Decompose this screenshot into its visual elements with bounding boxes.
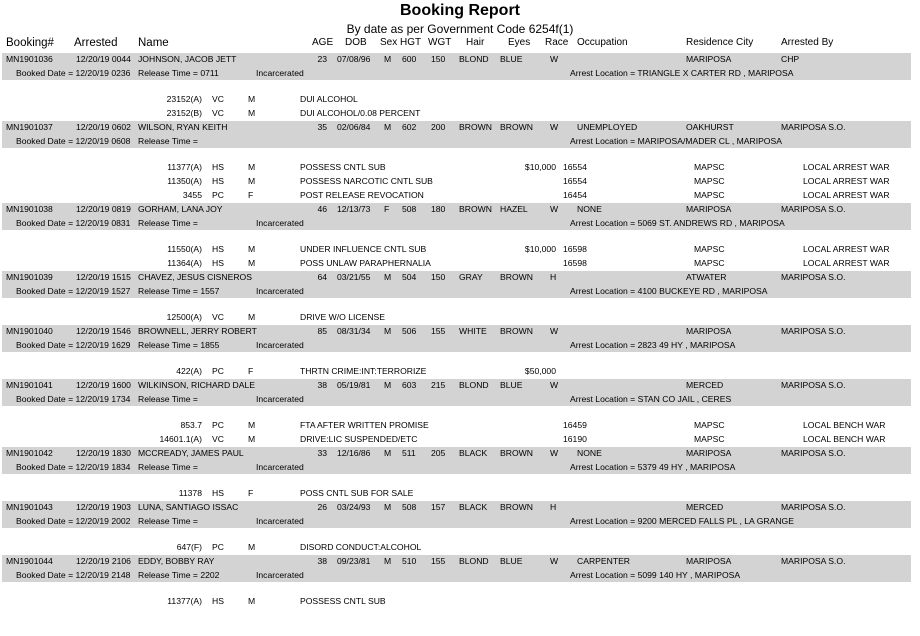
warrant-agency: MAPSC — [694, 190, 725, 200]
record-booking-line — [0, 515, 920, 528]
charge-list — [0, 94, 920, 122]
charge-code: 11350(A) — [167, 176, 202, 186]
release-time: Release Time = — [138, 394, 198, 404]
charge-row — [0, 258, 920, 272]
person-name: CHAVEZ, JESUS CISNEROS — [138, 272, 252, 282]
charge-type: PC — [212, 420, 224, 430]
booked-date: Booked Date = 12/20/19 0608 — [16, 136, 131, 146]
residence-value: MARIPOSA — [686, 556, 732, 566]
charge-description: POSS UNLAW PARAPHERNALIA — [300, 258, 431, 268]
col-name: Name — [138, 37, 169, 49]
eyes-value: BROWN — [500, 326, 533, 336]
charge-level: F — [248, 190, 254, 200]
person-name: WILKINSON, RICHARD DALE — [138, 380, 255, 390]
booking-number: MN1901039 — [6, 272, 53, 282]
race-value: W — [550, 448, 559, 458]
warrant-type: LOCAL BENCH WAR — [803, 420, 886, 430]
age-value: 35 — [317, 122, 327, 132]
charge-description: POST RELEASE REVOCATION — [300, 190, 424, 200]
charge-code: 422(A) — [176, 366, 202, 376]
warrant-agency: MAPSC — [694, 258, 725, 268]
booked-date: Booked Date = 12/20/19 1629 — [16, 340, 131, 350]
charge-type: HS — [212, 488, 224, 498]
residence-value: MERCED — [686, 502, 724, 512]
arrested-by-value: MARIPOSA S.O. — [781, 204, 846, 214]
age-value: 26 — [317, 502, 327, 512]
booked-date: Booked Date = 12/20/19 2148 — [16, 570, 131, 580]
race-value: W — [550, 122, 559, 132]
arrested-by-value: MARIPOSA S.O. — [781, 502, 846, 512]
charge-row — [0, 366, 920, 380]
warrant-agency: MAPSC — [694, 420, 725, 430]
col-arrested-by: Arrested By — [781, 37, 834, 48]
col-eyes: Eyes — [508, 37, 531, 48]
person-name: MCCREADY, JAMES PAUL — [138, 448, 244, 458]
record-main-line — [0, 555, 920, 568]
arrested-by-value: MARIPOSA S.O. — [781, 380, 846, 390]
booked-date: Booked Date = 12/20/19 1834 — [16, 462, 131, 472]
arrested-by-value: MARIPOSA S.O. — [781, 556, 846, 566]
booking-number: MN1901044 — [6, 556, 53, 566]
charge-type: VC — [212, 108, 224, 118]
charge-description: POSSESS CNTL SUB — [300, 596, 386, 606]
arrested-datetime: 12/20/19 0602 — [76, 122, 131, 132]
charge-level: M — [248, 244, 256, 254]
race-value: H — [550, 272, 557, 282]
col-sex: Sex — [380, 37, 398, 48]
warrant-number: 16554 — [563, 162, 587, 172]
release-time: Release Time = 1855 — [138, 340, 220, 350]
weight-value: 155 — [431, 326, 446, 336]
booked-date: Booked Date = 12/20/19 1734 — [16, 394, 131, 404]
charge-list — [0, 312, 920, 326]
weight-value: 157 — [431, 502, 446, 512]
arrest-location: Arrest Location = 4100 BUCKEYE RD , MARIPOSA — [570, 286, 768, 296]
residence-value: ATWATER — [686, 272, 727, 282]
occupation-value: CARPENTER — [577, 556, 631, 566]
arrested-datetime: 12/20/19 1515 — [76, 272, 131, 282]
charge-list — [0, 244, 920, 272]
residence-value: MERCED — [686, 380, 724, 390]
arrest-location: Arrest Location = 2823 49 HY , MARIPOSA — [570, 340, 736, 350]
height-value: 506 — [402, 326, 417, 336]
warrant-agency: MAPSC — [694, 176, 725, 186]
weight-value: 215 — [431, 380, 446, 390]
height-value: 600 — [402, 54, 417, 64]
race-value: W — [550, 54, 559, 64]
arrested-datetime: 12/20/19 1903 — [76, 502, 131, 512]
charge-type: HS — [212, 258, 224, 268]
record-main-line — [0, 325, 920, 338]
warrant-type: LOCAL ARREST WAR — [803, 244, 890, 254]
arrested-datetime: 12/20/19 1830 — [76, 448, 131, 458]
charge-level: M — [248, 420, 256, 430]
charge-row — [0, 176, 920, 190]
booking-number: MN1901043 — [6, 502, 53, 512]
charge-description: UNDER INFLUENCE CNTL SUB — [300, 244, 427, 254]
arrested-by-value: MARIPOSA S.O. — [781, 448, 846, 458]
charge-type: VC — [212, 434, 224, 444]
custody-status: Incarcerated — [256, 394, 304, 404]
charge-code: 647(F) — [176, 542, 202, 552]
age-value: 38 — [317, 556, 327, 566]
record-main-line — [0, 53, 920, 66]
dob-value: 05/19/81 — [337, 380, 371, 390]
arrested-by-value: CHP — [781, 54, 800, 64]
sex-value: M — [384, 272, 392, 282]
col-occupation: Occupation — [577, 37, 628, 48]
report-subtitle: By date as per Government Code 6254f(1) — [346, 22, 574, 36]
charge-type: VC — [212, 312, 224, 322]
person-name: EDDY, BOBBY RAY — [138, 556, 215, 566]
occupation-value: NONE — [577, 448, 602, 458]
age-value: 64 — [317, 272, 327, 282]
eyes-value: BLUE — [500, 556, 523, 566]
charge-description: FTA AFTER WRITTEN PROMISE — [300, 420, 429, 430]
eyes-value: BROWN — [500, 502, 533, 512]
warrant-number: 16190 — [563, 434, 587, 444]
charge-code: 11377(A) — [167, 596, 202, 606]
record-main-line — [0, 447, 920, 460]
charge-code: 11550(A) — [167, 244, 202, 254]
dob-value: 08/31/34 — [337, 326, 371, 336]
bail-amount: $50,000 — [524, 366, 556, 376]
charge-row — [0, 108, 920, 122]
record-booking-line — [0, 461, 920, 474]
arrested-datetime: 12/20/19 2106 — [76, 556, 131, 566]
hair-value: BLOND — [459, 54, 489, 64]
warrant-number: 16598 — [563, 258, 587, 268]
charge-code: 3455 — [182, 190, 202, 200]
weight-value: 200 — [431, 122, 446, 132]
release-time: Release Time = — [138, 218, 198, 228]
booking-number: MN1901040 — [6, 326, 53, 336]
arrested-by-value: MARIPOSA S.O. — [781, 122, 846, 132]
custody-status: Incarcerated — [256, 462, 304, 472]
col-hair: Hair — [466, 37, 485, 48]
charge-list — [0, 420, 920, 448]
release-time: Release Time = 1557 — [138, 286, 220, 296]
dob-value: 02/06/84 — [337, 122, 371, 132]
arrested-datetime: 12/20/19 0819 — [76, 204, 131, 214]
record-booking-line — [0, 67, 920, 80]
charge-code: 14601.1(A) — [159, 434, 202, 444]
warrant-type: LOCAL BENCH WAR — [803, 434, 886, 444]
warrant-agency: MAPSC — [694, 244, 725, 254]
height-value: 602 — [402, 122, 417, 132]
bail-amount: $10,000 — [524, 244, 556, 254]
record-main-line — [0, 271, 920, 284]
arrested-by-value: MARIPOSA S.O. — [781, 272, 846, 282]
residence-value: MARIPOSA — [686, 204, 732, 214]
charge-level: F — [248, 488, 254, 498]
height-value: 504 — [402, 272, 417, 282]
col-race: Race — [545, 37, 569, 48]
charge-code: 11377(A) — [167, 162, 202, 172]
charge-type: PC — [212, 542, 224, 552]
charge-list — [0, 542, 920, 556]
charge-level: M — [248, 108, 256, 118]
hair-value: WHITE — [459, 326, 487, 336]
release-time: Release Time = — [138, 516, 198, 526]
charge-list — [0, 162, 920, 204]
booking-number: MN1901041 — [6, 380, 53, 390]
person-name: JOHNSON, JACOB JETT — [138, 54, 237, 64]
dob-value: 12/13/73 — [337, 204, 371, 214]
race-value: H — [550, 502, 557, 512]
dob-value: 12/16/86 — [337, 448, 371, 458]
booking-number: MN1901037 — [6, 122, 53, 132]
height-value: 603 — [402, 380, 417, 390]
sex-value: M — [384, 122, 392, 132]
arrested-by-value: MARIPOSA S.O. — [781, 326, 846, 336]
charge-type: HS — [212, 162, 224, 172]
charge-list — [0, 596, 920, 610]
arrest-location: Arrest Location = STAN CO JAIL , CERES — [570, 394, 732, 404]
arrest-location: Arrest Location = 5069 ST. ANDREWS RD , MARIPOSA — [570, 218, 785, 228]
charge-row — [0, 434, 920, 448]
charge-type: HS — [212, 176, 224, 186]
weight-value: 150 — [431, 54, 446, 64]
arrested-datetime: 12/20/19 1600 — [76, 380, 131, 390]
release-time: Release Time = — [138, 462, 198, 472]
record-booking-line — [0, 135, 920, 148]
race-value: W — [550, 326, 559, 336]
hair-value: BLOND — [459, 556, 489, 566]
charge-level: M — [248, 434, 256, 444]
charge-row — [0, 420, 920, 434]
release-time: Release Time = — [138, 136, 198, 146]
booking-number: MN1901038 — [6, 204, 53, 214]
charge-description: DUI ALCOHOL — [300, 94, 358, 104]
sex-value: M — [384, 380, 392, 390]
warrant-number: 16454 — [563, 190, 587, 200]
charge-level: M — [248, 176, 256, 186]
race-value: W — [550, 556, 559, 566]
charge-row — [0, 596, 920, 610]
release-time: Release Time = 0711 — [138, 68, 219, 78]
person-name: LUNA, SANTIAGO ISSAC — [138, 502, 239, 512]
record-main-line — [0, 501, 920, 514]
dob-value: 03/21/55 — [337, 272, 371, 282]
sex-value: M — [384, 556, 392, 566]
hair-value: BROWN — [459, 122, 492, 132]
race-value: W — [550, 204, 559, 214]
warrant-type: LOCAL ARREST WAR — [803, 258, 890, 268]
warrant-agency: MAPSC — [694, 162, 725, 172]
charge-list — [0, 488, 920, 502]
charge-level: M — [248, 258, 256, 268]
weight-value: 150 — [431, 272, 446, 282]
custody-status: Incarcerated — [256, 68, 304, 78]
charge-type: VC — [212, 94, 224, 104]
dob-value: 09/23/81 — [337, 556, 371, 566]
warrant-number: 16554 — [563, 176, 587, 186]
arrest-location: Arrest Location = 9200 MERCED FALLS PL , LA GRANGE — [570, 516, 794, 526]
col-age: AGE — [312, 37, 334, 48]
charge-level: M — [248, 162, 256, 172]
charge-description: THRTN CRIME:INT:TERRORIZE — [300, 366, 427, 376]
bail-amount: $10,000 — [524, 162, 556, 172]
sex-value: M — [384, 54, 392, 64]
sex-value: M — [384, 326, 392, 336]
warrant-agency: MAPSC — [694, 434, 725, 444]
charge-description: POSSESS NARCOTIC CNTL SUB — [300, 176, 433, 186]
weight-value: 180 — [431, 204, 446, 214]
dob-value: 03/24/93 — [337, 502, 371, 512]
charge-type: HS — [212, 244, 224, 254]
arrest-location: Arrest Location = TRIANGLE X CARTER RD , MARIPOSA — [570, 68, 794, 78]
sex-value: M — [384, 502, 392, 512]
hair-value: GRAY — [459, 272, 483, 282]
height-value: 508 — [402, 204, 417, 214]
charge-description: POSSESS CNTL SUB — [300, 162, 386, 172]
height-value: 511 — [402, 448, 416, 458]
charge-row — [0, 244, 920, 258]
hair-value: BLACK — [459, 502, 488, 512]
race-value: W — [550, 380, 559, 390]
col-hgt: HGT — [400, 37, 422, 48]
age-value: 38 — [317, 380, 327, 390]
eyes-value: BLUE — [500, 380, 523, 390]
warrant-number: 16459 — [563, 420, 587, 430]
booked-date: Booked Date = 12/20/19 0236 — [16, 68, 131, 78]
charge-description: DRIVE:LIC SUSPENDED/ETC — [300, 434, 418, 444]
occupation-value: UNEMPLOYED — [577, 122, 638, 132]
record-booking-line — [0, 285, 920, 298]
dob-value: 07/08/96 — [337, 54, 371, 64]
sex-value: M — [384, 448, 392, 458]
arrested-datetime: 12/20/19 0044 — [76, 54, 131, 64]
residence-value: MARIPOSA — [686, 326, 732, 336]
eyes-value: BLUE — [500, 54, 523, 64]
charge-level: M — [248, 596, 256, 606]
record-main-line — [0, 379, 920, 392]
booked-date: Booked Date = 12/20/19 0831 — [16, 218, 131, 228]
record-booking-line — [0, 393, 920, 406]
column-header-row — [0, 36, 920, 52]
charge-code: 11364(A) — [167, 258, 202, 268]
report-title: Booking Report — [400, 2, 520, 19]
charge-type: PC — [212, 190, 224, 200]
custody-status: Incarcerated — [256, 340, 304, 350]
charge-row — [0, 162, 920, 176]
custody-status: Incarcerated — [256, 516, 304, 526]
custody-status: Incarcerated — [256, 218, 304, 228]
warrant-type: LOCAL ARREST WAR — [803, 176, 890, 186]
age-value: 85 — [317, 326, 327, 336]
person-name: BROWNELL, JERRY ROBERT — [138, 326, 257, 336]
col-wgt: WGT — [428, 37, 452, 48]
charge-row — [0, 94, 920, 108]
custody-status: Incarcerated — [256, 570, 304, 580]
charge-code: 11378 — [178, 488, 202, 498]
charge-row — [0, 542, 920, 556]
warrant-number: 16598 — [563, 244, 587, 254]
custody-status: Incarcerated — [256, 286, 304, 296]
arrest-location: Arrest Location = MARIPOSA/MADER CL , MARIPOSA — [570, 136, 782, 146]
sex-value: F — [384, 204, 390, 214]
charge-description: DRIVE W/O LICENSE — [300, 312, 385, 322]
person-name: WILSON, RYAN KEITH — [138, 122, 228, 132]
release-time: Release Time = 2202 — [138, 570, 220, 580]
eyes-value: BROWN — [500, 122, 533, 132]
charge-description: DUI ALCOHOL/0.08 PERCENT — [300, 108, 421, 118]
charge-code: 853.7 — [180, 420, 202, 430]
charge-list — [0, 366, 920, 380]
booked-date: Booked Date = 12/20/19 1527 — [16, 286, 131, 296]
charge-level: M — [248, 94, 256, 104]
charge-code: 23152(A) — [166, 94, 202, 104]
eyes-value: BROWN — [500, 272, 533, 282]
record-main-line — [0, 203, 920, 216]
hair-value: BROWN — [459, 204, 492, 214]
record-booking-line — [0, 569, 920, 582]
eyes-value: HAZEL — [500, 204, 528, 214]
charge-code: 12500(A) — [166, 312, 202, 322]
charge-level: M — [248, 312, 256, 322]
col-residence: Residence City — [686, 37, 754, 48]
arrest-location: Arrest Location = 5379 49 HY , MARIPOSA — [570, 462, 736, 472]
height-value: 508 — [402, 502, 417, 512]
booked-date: Booked Date = 12/20/19 2002 — [16, 516, 131, 526]
charge-row — [0, 312, 920, 326]
charge-row — [0, 488, 920, 502]
arrest-location: Arrest Location = 5099 140 HY , MARIPOSA — [570, 570, 741, 580]
charge-row — [0, 190, 920, 204]
occupation-value: NONE — [577, 204, 602, 214]
charge-level: F — [248, 366, 254, 376]
col-arrested: Arrested — [74, 37, 118, 49]
record-booking-line — [0, 339, 920, 352]
warrant-type: LOCAL ARREST WAR — [803, 190, 890, 200]
age-value: 33 — [317, 448, 327, 458]
hair-value: BLOND — [459, 380, 489, 390]
record-main-line — [0, 121, 920, 134]
record-booking-line — [0, 217, 920, 230]
warrant-type: LOCAL ARREST WAR — [803, 162, 890, 172]
eyes-value: BROWN — [500, 448, 533, 458]
residence-value: MARIPOSA — [686, 448, 732, 458]
booking-number: MN1901042 — [6, 448, 53, 458]
age-value: 23 — [317, 54, 327, 64]
booking-number: MN1901036 — [6, 54, 53, 64]
charge-level: M — [248, 542, 256, 552]
person-name: GORHAM, LANA JOY — [138, 204, 223, 214]
residence-value: MARIPOSA — [686, 54, 732, 64]
charge-code: 23152(B) — [166, 108, 202, 118]
charge-description: DISORD CONDUCT:ALCOHOL — [300, 542, 422, 552]
age-value: 46 — [317, 204, 327, 214]
hair-value: BLACK — [459, 448, 488, 458]
charge-type: HS — [212, 596, 224, 606]
weight-value: 155 — [431, 556, 446, 566]
col-booking: Booking# — [6, 37, 54, 49]
height-value: 510 — [402, 556, 417, 566]
charge-description: POSS CNTL SUB FOR SALE — [300, 488, 414, 498]
residence-value: OAKHURST — [686, 122, 734, 132]
arrested-datetime: 12/20/19 1546 — [76, 326, 131, 336]
weight-value: 205 — [431, 448, 446, 458]
charge-type: PC — [212, 366, 224, 376]
col-dob: DOB — [345, 37, 367, 48]
